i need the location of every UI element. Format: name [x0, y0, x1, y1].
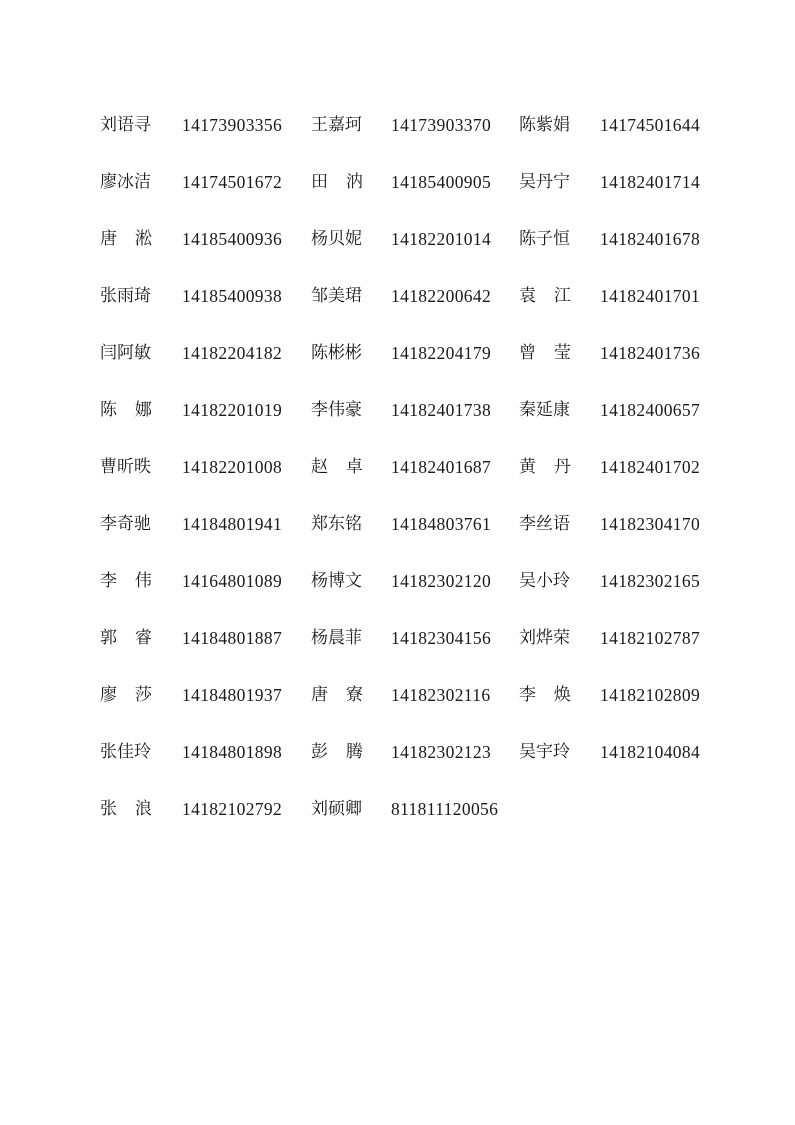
roster-row: [100, 567, 720, 624]
roster-row: [100, 681, 720, 738]
student-name: 杨晨菲: [311, 628, 362, 648]
student-id: 14182102792: [182, 799, 283, 819]
student-name: 闫阿敏: [100, 343, 151, 363]
student-name: 郭睿: [100, 628, 170, 648]
student-name: 唐淞: [100, 229, 170, 249]
student-name: 曾莹: [519, 343, 589, 363]
student-id: 14182302123: [391, 742, 492, 762]
student-id: 14182401714: [600, 172, 701, 192]
student-id: 14184803761: [391, 514, 492, 534]
student-name: 郑东铭: [311, 514, 362, 534]
student-name: 邹美珺: [311, 286, 362, 306]
student-id: 14182104084: [600, 742, 701, 762]
roster-row: [100, 225, 720, 282]
student-name: 杨博文: [311, 571, 362, 591]
student-id: 14182201014: [391, 229, 492, 249]
student-name: 李奇驰: [100, 514, 151, 534]
student-id: 811811120056: [391, 799, 499, 819]
roster-row: [100, 111, 720, 168]
roster-row: [100, 396, 720, 453]
roster-row: [100, 795, 720, 852]
student-name: 李焕: [519, 685, 589, 705]
student-id: 14182302116: [391, 685, 491, 705]
student-id: 14182401687: [391, 457, 492, 477]
student-roster: [100, 111, 720, 852]
student-name: 张浪: [100, 799, 170, 819]
student-id: 14182200642: [391, 286, 492, 306]
student-id: 14173903370: [391, 115, 492, 135]
student-name: 田汭: [311, 172, 381, 192]
student-id: 14182102809: [600, 685, 701, 705]
roster-row: [100, 168, 720, 225]
student-name: 刘硕卿: [311, 799, 362, 819]
student-id: 14182304156: [391, 628, 492, 648]
student-name: 李丝语: [519, 514, 570, 534]
student-name: 李伟: [100, 571, 170, 591]
roster-row: [100, 282, 720, 339]
roster-row: [100, 624, 720, 681]
student-id: 14182401678: [600, 229, 701, 249]
student-name: 吴小玲: [519, 571, 570, 591]
student-name: 彭腾: [311, 742, 381, 762]
student-name: 秦延康: [519, 400, 570, 420]
student-id: 14174501672: [182, 172, 283, 192]
student-name: 袁江: [519, 286, 589, 306]
student-name: 曹昕昳: [100, 457, 151, 477]
roster-row: [100, 738, 720, 795]
student-id: 14184801941: [182, 514, 283, 534]
student-name: 廖冰洁: [100, 172, 151, 192]
student-name: 张佳玲: [100, 742, 151, 762]
student-name: 陈子恒: [519, 229, 570, 249]
roster-row: [100, 453, 720, 510]
student-id: 14182204182: [182, 343, 283, 363]
student-name: 王嘉珂: [311, 115, 362, 135]
roster-row: [100, 510, 720, 567]
student-id: 14174501644: [600, 115, 701, 135]
student-name: 刘烨荣: [519, 628, 570, 648]
student-name: 张雨琦: [100, 286, 151, 306]
student-id: 14173903356: [182, 115, 283, 135]
student-name: 吴丹宁: [519, 172, 570, 192]
student-id: 14182401736: [600, 343, 701, 363]
student-name: 吴宇玲: [519, 742, 570, 762]
student-name: 赵卓: [311, 457, 381, 477]
student-id: 14182304170: [600, 514, 701, 534]
roster-row: [100, 339, 720, 396]
student-name: 陈彬彬: [311, 343, 362, 363]
student-name: 李伟豪: [311, 400, 362, 420]
student-id: 14182302165: [600, 571, 701, 591]
student-name: 陈娜: [100, 400, 170, 420]
student-id: 14185400938: [182, 286, 283, 306]
student-name: 黄丹: [519, 457, 589, 477]
student-id: 14182400657: [600, 400, 701, 420]
student-id: 14182102787: [600, 628, 701, 648]
student-id: 14182302120: [391, 571, 492, 591]
student-id: 14184801937: [182, 685, 283, 705]
student-id: 14182201008: [182, 457, 283, 477]
student-name: 刘语寻: [100, 115, 151, 135]
student-id: 14185400905: [391, 172, 492, 192]
student-name: 廖莎: [100, 685, 170, 705]
student-id: 14182401702: [600, 457, 701, 477]
student-name: 唐寮: [311, 685, 381, 705]
student-id: 14182401738: [391, 400, 492, 420]
student-id: 14184801898: [182, 742, 283, 762]
student-id: 14182401701: [600, 286, 701, 306]
student-id: 14164801089: [182, 571, 283, 591]
student-id: 14182201019: [182, 400, 283, 420]
student-id: 14184801887: [182, 628, 283, 648]
student-id: 14182204179: [391, 343, 492, 363]
student-name: 陈紫娟: [519, 115, 570, 135]
student-id: 14185400936: [182, 229, 283, 249]
student-name: 杨贝妮: [311, 229, 362, 249]
